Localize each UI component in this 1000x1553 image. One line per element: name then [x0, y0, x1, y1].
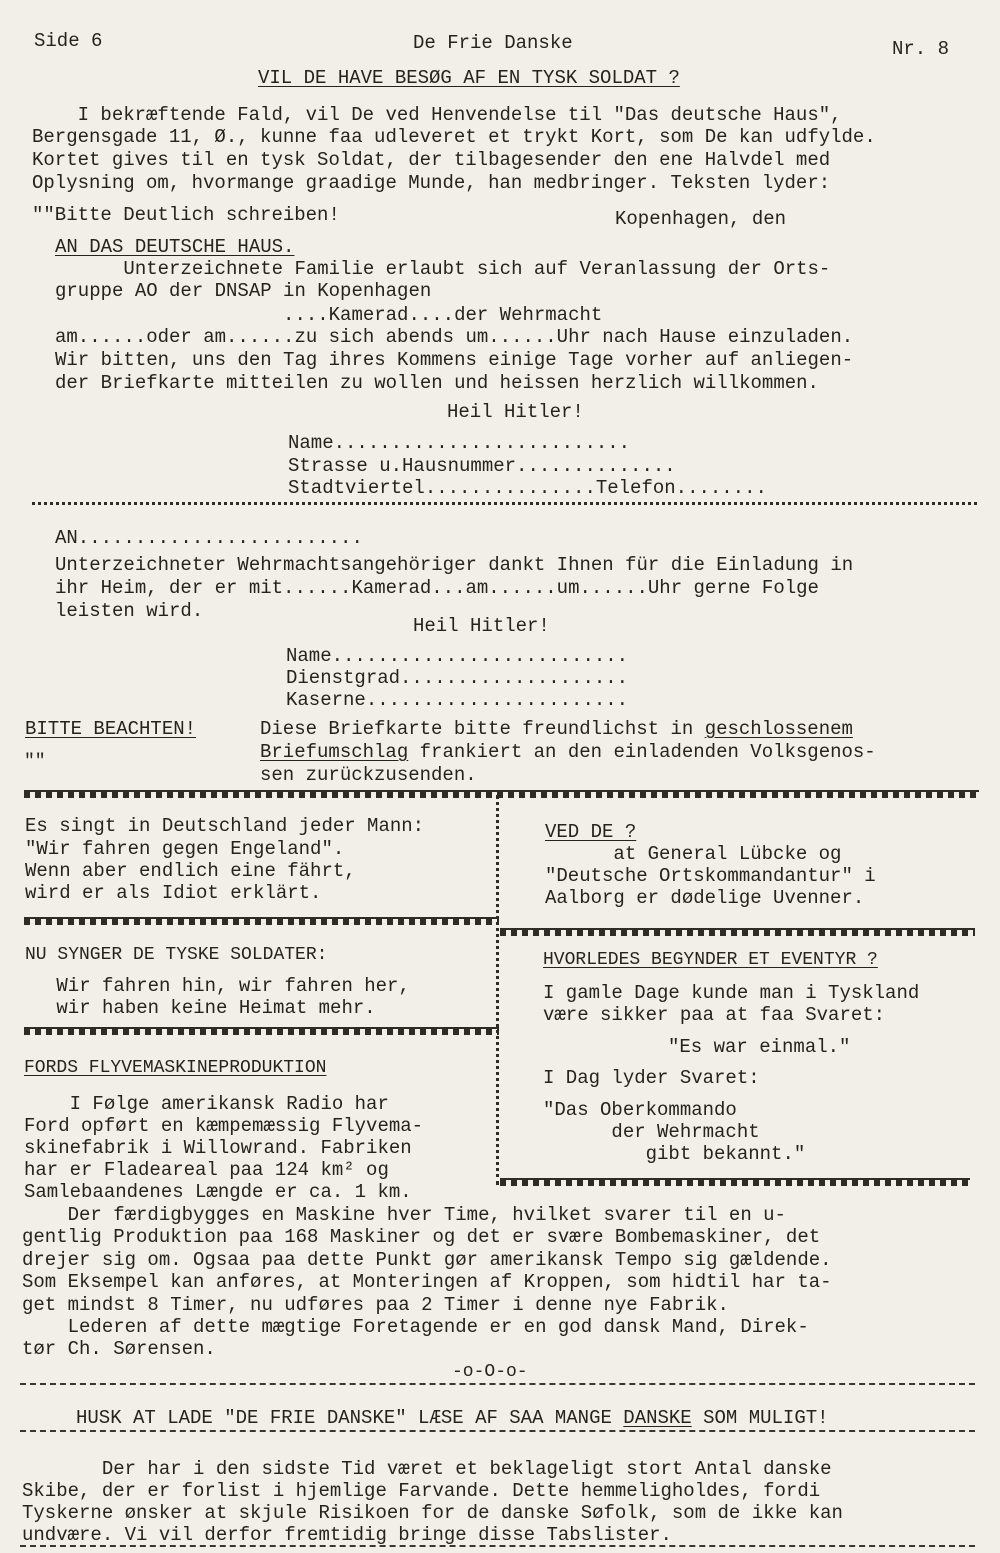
box-rule-right-mid — [500, 928, 975, 936]
reply-line: Unterzeichneter Wehrmachtsangehöriger dankt Ihnen für die Einladung in — [55, 554, 854, 576]
form-field-rank: Dienstgrad.................... — [286, 667, 629, 689]
fords-line: skinefabrik i Willowrand. Fabriken — [24, 1137, 412, 1159]
box-divider — [496, 795, 499, 1185]
dashed-rule — [20, 1545, 975, 1547]
reply-line: ihr Heim, der er mit......Kamerad...am......um......Uhr gerne Folge — [55, 577, 819, 599]
salute-2: Heil Hitler! — [413, 615, 550, 637]
notice-text-part: frankiert an den einladenden Volksgenos- — [408, 741, 876, 763]
fords-full-line: Der færdigbygges en Maskine hver Time, hvilket svarer til en u- — [22, 1204, 786, 1226]
poem-line: "Wir fahren gegen Engeland". — [25, 838, 345, 860]
box-rule-right-low — [500, 1178, 970, 1186]
notice-text-underlined: Briefumschlag — [260, 741, 409, 763]
card-close-quote: "" — [24, 752, 46, 772]
fords-line: har er Fladeareal paa 124 km² og — [24, 1159, 389, 1181]
card-body-line: Wir bitten, uns den Tag ihres Kommens einige Tage vorher auf anliegen- — [55, 349, 854, 371]
notice-text-underlined: geschlossenem — [704, 718, 853, 740]
card-body-line: Unterzeichnete Familie erlaubt sich auf Veranlassung der Orts- — [55, 258, 831, 280]
card-body-line: am......oder am......zu sich abends um......Uhr nach Hause einzuladen. — [55, 326, 854, 348]
reminder-text: HUSK AT LADE "DE FRIE DANSKE" LÆSE AF SAA MANGE — [76, 1407, 624, 1429]
page-number: Side 6 — [34, 30, 103, 52]
cut-line — [32, 502, 977, 505]
notice-text-part: Diese Briefkarte bitte freundlichst in — [260, 718, 694, 740]
reminder-text-underlined: DANSKE — [623, 1407, 692, 1429]
ships-line: undvære. Vi vil derfor fremtidig bringe disse Tabslister. — [22, 1524, 672, 1546]
ships-line: Skibe, der er forlist i hjemlige Farvande. Dette hemmeligholdes, fordi — [22, 1480, 821, 1502]
form-field-district-phone: Stadtviertel...............Telefon........ — [288, 477, 767, 499]
intro-line: Kortet gives til en tysk Soldat, der tilbagesender den ene Halvdel med — [32, 149, 831, 171]
ved-de-line: at General Lübcke og — [545, 843, 842, 865]
soldiers-song-line: Wir fahren hin, wir fahren her, — [45, 975, 410, 997]
form-field-name: Name.......................... — [288, 432, 631, 454]
reminder-banner — [76, 1407, 829, 1429]
ships-line: Der har i den sidste Tid været et beklageligt stort Antal danske — [22, 1458, 832, 1480]
fords-full-line: get mindst 8 Timer, nu udføres paa 2 Timer i denne nye Fabrik. — [22, 1294, 729, 1316]
fairy-tale-line: I gamle Dage kunde man i Tyskland — [543, 982, 920, 1004]
fairy-tale-quote-line: der Wehrmacht — [543, 1121, 760, 1143]
reply-addressee: AN......................... — [55, 527, 363, 549]
box-rule-left-low — [24, 1027, 499, 1035]
card-open-quote: ""Bitte Deutlich schreiben! — [32, 204, 340, 226]
form-field-street: Strasse u.Hausnummer.............. — [288, 455, 676, 477]
dashed-rule — [20, 1430, 975, 1432]
fairy-tale-title: HVORLEDES BEGYNDER ET EVENTYR ? — [543, 950, 878, 970]
card-addressee: AN DAS DEUTSCHE HAUS. — [55, 236, 295, 258]
intro-line: Oplysning om, hvormange graadige Munde, han medbringer. Teksten lyder: — [32, 172, 831, 194]
fords-line: Samlebaandenes Længde er ca. 1 km. — [24, 1181, 412, 1203]
box-rule-left-mid — [24, 917, 499, 925]
intro-line: I bekræftende Fald, vil De ved Henvendelse til "Das deutsche Haus", — [32, 104, 842, 126]
poem-line: Wenn aber endlich eine fährt, — [25, 860, 356, 882]
reply-line: leisten wird. — [55, 600, 204, 622]
poem-line: Es singt in Deutschland jeder Mann: — [25, 815, 425, 837]
section-separator: -o-O-o- — [452, 1362, 528, 1382]
soldiers-song-line: wir haben keine Heimat mehr. — [45, 997, 376, 1019]
fords-full-line: drejer sig om. Ogsaa paa dette Punkt gør amerikansk Tempo sig gældende. — [22, 1249, 832, 1271]
ved-de-line: "Deutsche Ortskommandantur" i — [545, 865, 876, 887]
notice-text — [260, 718, 853, 740]
card-body-line: ....Kamerad....der Wehrmacht — [55, 304, 603, 326]
lead-article-title: VIL DE HAVE BESØG AF EN TYSK SOLDAT ? — [258, 67, 680, 89]
salute-1: Heil Hitler! — [447, 401, 584, 423]
notice-text: sen zurückzusenden. — [260, 764, 477, 786]
notice-text — [260, 741, 876, 763]
fords-line: I Følge amerikansk Radio har — [24, 1093, 389, 1115]
ships-line: Tyskerne ønsker at skjule Risikoen for de danske Søfolk, som de ikke kan — [22, 1502, 843, 1524]
form-field-name-2: Name.......................... — [286, 645, 629, 667]
fords-full-line: tør Ch. Sørensen. — [22, 1338, 216, 1360]
intro-line: Bergensgade 11, Ø., kunne faa udleveret et trykt Kort, som De kan udfylde. — [32, 126, 876, 148]
reminder-text: SOM MULIGT! — [691, 1407, 829, 1429]
poem-line: wird er als Idiot erklärt. — [25, 882, 322, 904]
fords-full-line: gentlig Produktion paa 168 Maskiner og det er svære Bombemaskiner, det — [22, 1226, 821, 1248]
fairy-tale-line: være sikker paa at faa Svaret: — [543, 1004, 886, 1026]
issue-number: Nr. 8 — [892, 38, 950, 60]
paper-title: De Frie Danske — [413, 32, 573, 54]
dashed-rule — [20, 1383, 975, 1385]
form-field-barracks: Kaserne....................... — [286, 689, 629, 711]
box-rule-top — [24, 790, 979, 798]
card-body-line: der Briefkarte mitteilen zu wollen und heissen herzlich willkommen. — [55, 372, 819, 394]
ved-de-line: Aalborg er dødelige Uvenner. — [545, 887, 865, 909]
soldiers-song-title: NU SYNGER DE TYSKE SOLDATER: — [25, 945, 328, 965]
fairy-tale-quote-line: "Das Oberkommando — [543, 1099, 737, 1121]
notice-label: BITTE BEACHTEN! — [25, 718, 197, 740]
card-place-date: Kopenhagen, den — [615, 208, 787, 230]
fords-line: Ford opført en kæmpemæssig Flyvema- — [24, 1115, 424, 1137]
fairy-tale-line: I Dag lyder Svaret: — [543, 1067, 760, 1089]
fords-title: FORDS FLYVEMASKINEPRODUKTION — [24, 1058, 327, 1078]
fairy-tale-quote: "Es war einmal." — [668, 1036, 851, 1058]
ved-de-title: VED DE ? — [545, 821, 637, 843]
card-body-line: gruppe AO der DNSAP in Kopenhagen — [55, 280, 432, 302]
fords-full-line: Som Eksempel kan anføres, at Monteringen af Kroppen, som hidtil har ta- — [22, 1271, 832, 1293]
fairy-tale-quote-line: gibt bekannt." — [543, 1143, 806, 1165]
fords-full-line: Lederen af dette mægtige Foretagende er en god dansk Mand, Direk- — [22, 1316, 809, 1338]
